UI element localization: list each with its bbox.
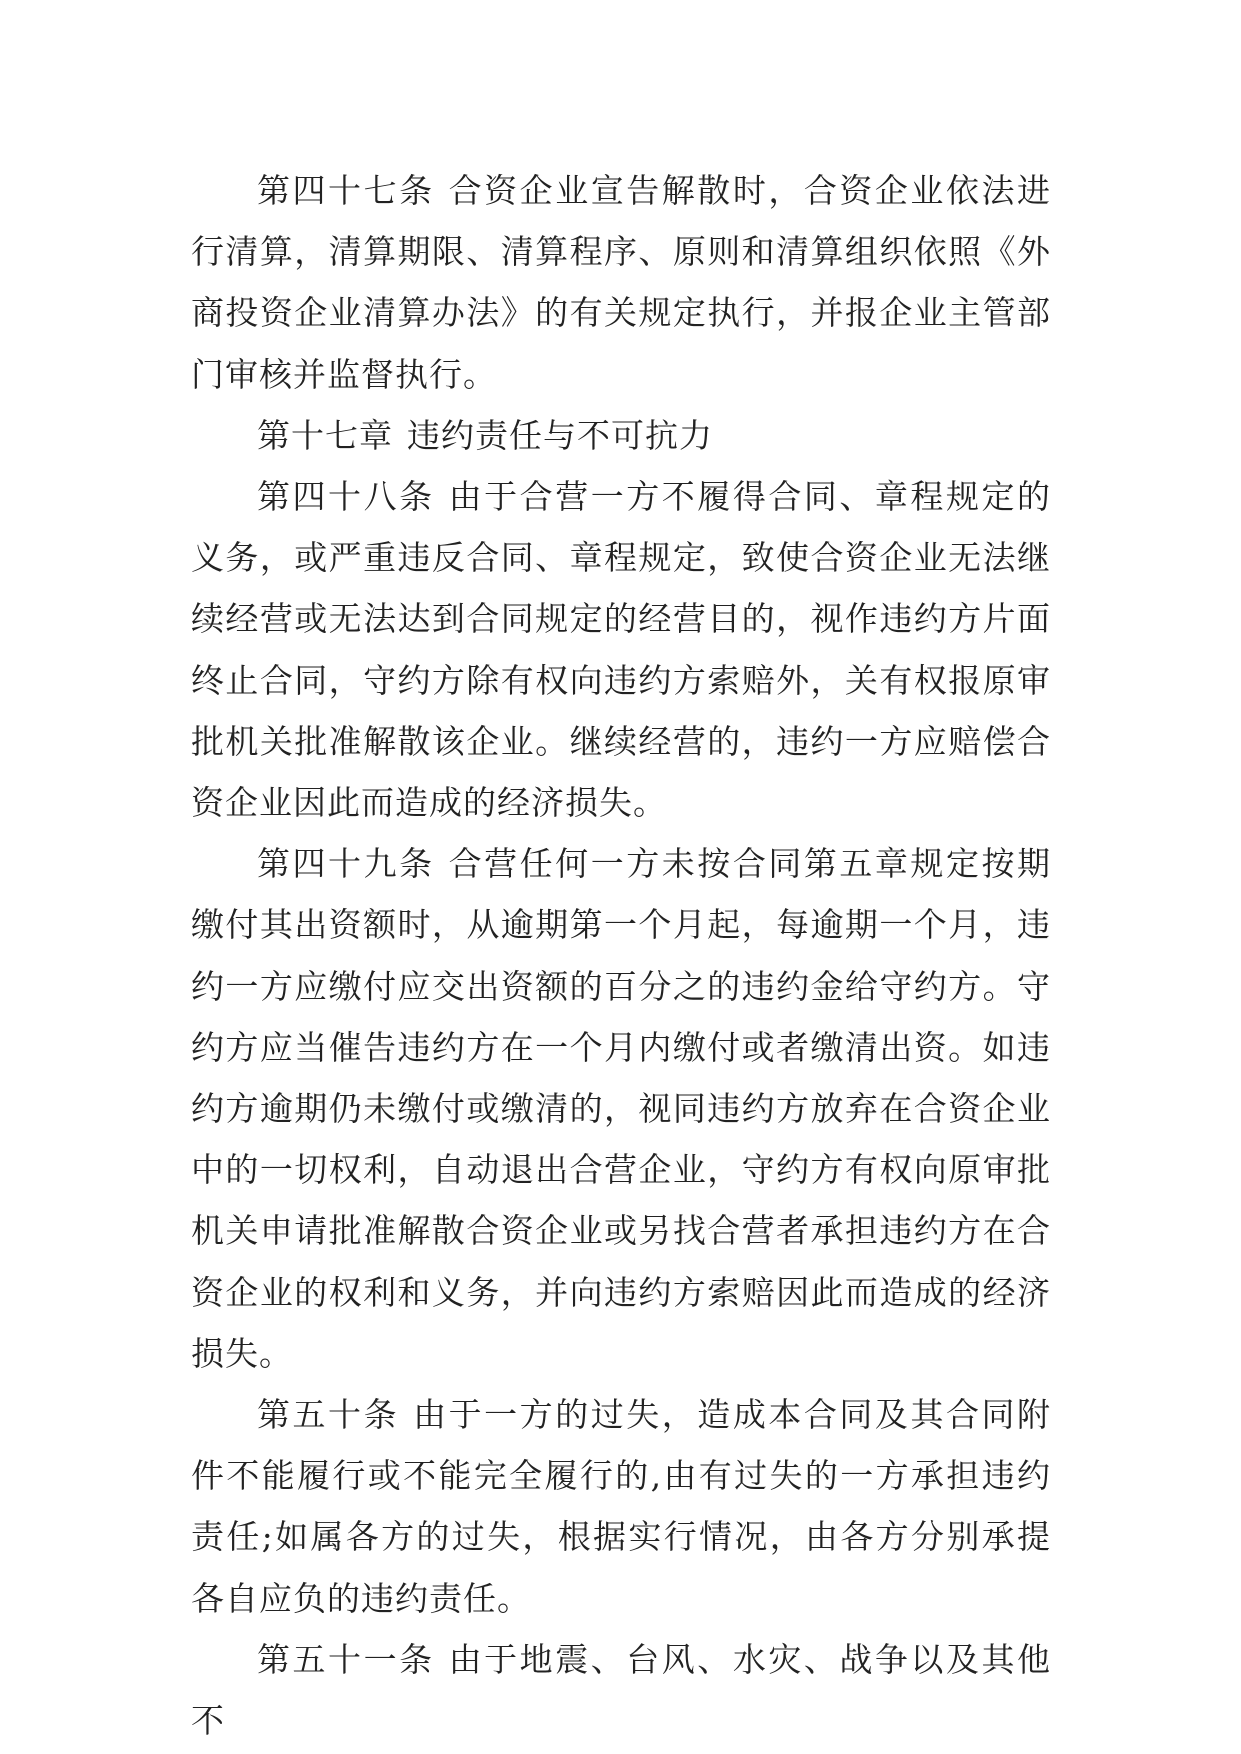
article-49-paragraph: [191, 833, 1051, 1384]
article-50-paragraph: [191, 1384, 1051, 1629]
article-49-label: 第四十九条: [257, 844, 435, 884]
article-48-paragraph: [191, 466, 1051, 833]
chapter-17-label: 第十七章: [257, 415, 393, 455]
article-51-paragraph: [191, 1629, 1051, 1751]
article-47-paragraph: [191, 160, 1051, 405]
article-49-text: 合营任何一方未按合同第五章规定按期缴付其出资额时，从逾期第一个月起，每逾期一个月，违约一方应缴付应交出资额的百分之的违约金给守约方。守约方应当催告违约方在一个月内缴付或者缴清出资。如违约方逾期仍未缴付或缴清的，视同违约方放弃在合资企业中的一切权利，自动退出合营企业，守约方有权向原审批机关申请批准解散合资企业或另找合营者承担违约方在合资企业的权利和义务，并向违约方索赔因此而造成的经济损失。: [191, 844, 1052, 1373]
article-47-label: 第四十七条: [257, 171, 435, 210]
document-page: [191, 160, 1051, 1751]
article-50-text: 由于一方的过失，造成本合同及其合同附件不能履行或不能完全履行的,由有过失的一方承担违约责任;如属各方的过失，根据实行情况，由各方分别承提各自应负的违约责任。: [191, 1395, 1052, 1618]
article-48-text: 由于合营一方不履得合同、章程规定的义务，或严重违反合同、章程规定，致使合资企业无法继续经营或无法达到合同规定的经营目的，视作违约方片面终止合同，守约方除有权向违约方索赔外，关有权报原审批机关批准解散该企业。继续经营的，违约一方应赔偿合资企业因此而造成的经济损失。: [191, 477, 1052, 823]
article-51-text: 由于地震、台风、水灾、战争以及其他不: [191, 1639, 1052, 1741]
article-48-label: 第四十八条: [257, 477, 435, 517]
article-51-label: 第五十一条: [257, 1639, 435, 1679]
chapter-17-heading: [191, 405, 1051, 466]
article-47-text: 合资企业宣告解散时，合资企业依法进行清算，清算期限、清算程序、原则和清算组织依照《外商投资企业清算办法》的有关规定执行，并报企业主管部门审核并监督执行。: [191, 171, 1052, 394]
chapter-17-title: 违约责任与不可抗力: [407, 415, 713, 455]
article-50-label: 第五十条: [257, 1395, 400, 1435]
